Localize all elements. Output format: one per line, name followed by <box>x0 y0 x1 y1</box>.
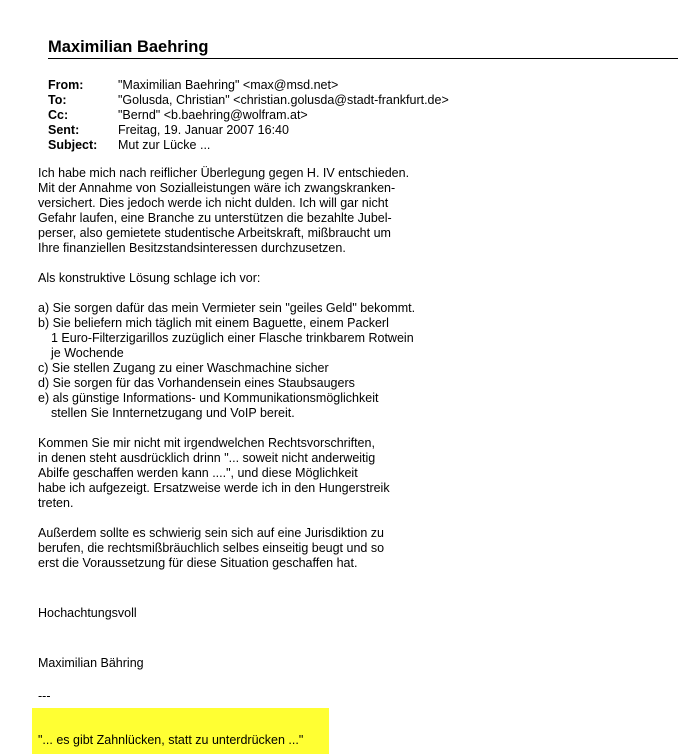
header-subject-row <box>48 138 449 153</box>
spacer <box>38 671 658 689</box>
sender-name-heading: Maximilian Baehring <box>48 38 209 56</box>
email-body <box>38 166 658 701</box>
body-paragraph-1: Ich habe mich nach reiflicher Überlegung gegen H. IV entschieden. Mit der Annahme von Sozialleistungen wäre ich zwangskranken- versichert. Dies jedoch werde ich nicht dulden. Ich will gar nicht Gefahr laufen, eine Branche zu unterstützen die bezahlte Jubel- perser, also gemietete studentische Arbeitskraft, mißbraucht um Ihre finanziellen Besitzstandsinteressen durchzusetzen. <box>38 166 410 255</box>
closing-salutation: Hochachtungsvoll <box>38 606 137 620</box>
body-paragraph-3: Kommen Sie mir nicht mit irgendwelchen Rechtsvorschriften, in denen steht ausdrücklich drinn "... soweit nicht anderweitig Abilfe geschaffen werden kann ....", und diese Möglichkeit habe ich aufgezeigt. Ersatzweise werde ich in den Hungerstreik treten. <box>38 436 390 510</box>
header-cc-label: Cc: <box>48 108 69 122</box>
list-item <box>38 376 658 391</box>
email-headers <box>48 78 449 153</box>
body-paragraph-2: Als konstruktive Lösung schlage ich vor: <box>38 271 261 285</box>
list-item-text: c) Sie stellen Zugang zu einer Waschmachine sicher <box>38 361 329 375</box>
header-subject-label: Subject: <box>48 138 98 152</box>
header-subject-value: Mut zur Lücke ... <box>118 138 211 152</box>
body-paragraph-4: Außerdem sollte es schwierig sein sich auf eine Jurisdiktion zu berufen, die rechtsmißbräuchlich selbes einseitig beugt und so erst die Voraussetzung für diese Situation geschaffen hat. <box>38 526 385 570</box>
signature-separator: --- <box>38 689 51 701</box>
header-sent-label: Sent: <box>48 123 80 137</box>
list-item <box>38 391 658 421</box>
list-item-text: d) Sie sorgen für das Vorhandensein eines Staubsaugers <box>38 376 355 390</box>
list-item <box>38 301 658 316</box>
list-item-continuation: stellen Sie Innternetzugang und VoIP bereit. <box>51 406 295 420</box>
header-sent-value: Freitag, 19. Januar 2007 16:40 <box>118 123 289 137</box>
list-item <box>38 361 658 376</box>
header-cc-row <box>48 108 449 123</box>
spacer <box>38 621 658 656</box>
list-item-text: b) Sie beliefern mich täglich mit einem Baguette, einem Packerl <box>38 316 389 330</box>
signature-name: Maximilian Bähring <box>38 656 144 670</box>
header-sent-row <box>48 123 449 138</box>
header-to-value: "Golusda, Christian" <christian.golusda@stadt-frankfurt.de> <box>118 93 449 107</box>
header-from-label: From: <box>48 78 84 92</box>
header-divider <box>48 58 678 59</box>
list-item-continuation: 1 Euro-Filterzigarillos zuzüglich einer Flasche trinkbarem Rotwein je Wochende <box>51 331 414 360</box>
tagline-text: "... es gibt Zahnlücken, statt zu unterdrücken ..." <box>38 733 304 747</box>
spacer <box>38 586 658 606</box>
list-item-text: e) als günstige Informations- und Kommunikationsmöglichkeit <box>38 391 379 405</box>
header-from-row <box>48 78 449 93</box>
list-item-text: a) Sie sorgen dafür das mein Vermieter sein "geiles Geld" bekommt. <box>38 301 416 315</box>
header-cc-value: "Bernd" <b.baehring@wolfram.at> <box>118 108 308 122</box>
list-item <box>38 316 658 361</box>
header-to-row <box>48 93 449 108</box>
header-to-label: To: <box>48 93 67 107</box>
header-from-value: "Maximilian Baehring" <max@msd.net> <box>118 78 339 92</box>
proposal-list <box>38 301 658 421</box>
